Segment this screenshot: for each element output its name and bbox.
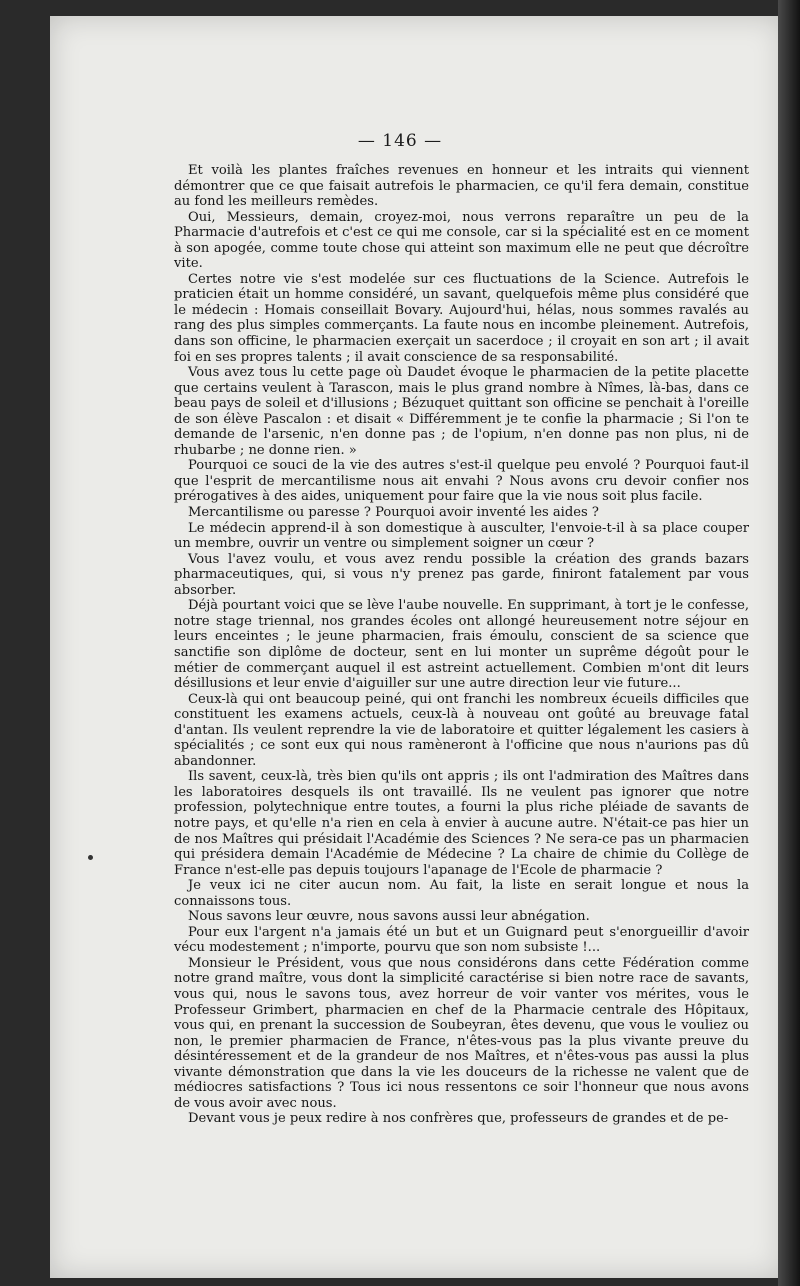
paragraph: Pourquoi ce souci de la vie des autres s'est-il quelque peu envolé ? Pourquoi faut-il que l'esprit de mercantilisme nous ait envahi ? Nous avons cru devoir confier nos prérogatives à des aides, uniquement pour faire que la vie nous soit plus facile. [174, 458, 749, 505]
page-edge [778, 0, 800, 1286]
paragraph: Pour eux l'argent n'a jamais été un but et un Guignard peut s'enorgueillir d'avoir vécu modestement ; n'importe, pourvu que son nom subsiste !... [174, 924, 749, 956]
paragraph: Déjà pourtant voici que se lève l'aube nouvelle. En supprimant, à tort je le confesse, notre stage triennal, nos grandes écoles ont allongé heureusement notre séjour en leurs enceintes ; le jeune pharmacien, frais émoulu, conscient de sa science que sanctifie son diplôme de docteur, sent en lui monter un suprême dégoût pour le métier de commerçant auquel il est astreint actuellement. Combien m'ont dit leurs désillusions et leur envie d'aiguiller sur une autre direction leur vie future... [174, 598, 749, 692]
paragraph: Monsieur le Président, vous que nous considérons dans cette Fédération comme notre grand maître, vous dont la simplicité caractérise si bien notre race de savants, vous qui, nous le savons tous, avez horreur de voir vanter vos mérites, vous le Professeur Grimbert, pharmacien en chef de la Pharmacie centrale des Hôpitaux, vous qui, en prenant la succession de Soubeyran, êtes devenu, que vous le vouliez ou non, le premier pharmacien de France, n'êtes-vous pas la plus vivante preuve du désintéressement et de la grandeur de nos Maîtres, et n'êtes-vous pas aussi la plus vivante démonstration que dans la vie les douceurs de la richesse ne valent que de médiocres satisfactions ? Tous ici nous ressentons ce soir l'honneur que nous avons de vous avoir avec nous. [174, 955, 749, 1111]
margin-dot [88, 855, 93, 860]
paragraph: Vous avez tous lu cette page où Daudet évoque le pharmacien de la petite placette que certains veulent à Tarascon, mais le plus grand nombre à Nîmes, là-bas, dans ce beau pays de soleil et d'illusions ; Bézuquet quittant son officine se penchait à l'oreille de son élève Pascalon : et disait « Différemment je te confie la pharmacie ; Si l'on te demande de l'arsenic, n'en donne pas ; de l'opium, n'en donne pas non plus, ni de rhubarbe ; ne donne rien. » [174, 365, 749, 458]
paragraph: Le médecin apprend-il à son domestique à ausculter, l'envoie-t-il à sa place couper un membre, ouvrir un ventre ou simplement soigner un cœur ? [174, 520, 749, 552]
paragraph: Nous savons leur œuvre, nous savons aussi leur abnégation. [188, 909, 590, 925]
paragraph: Vous l'avez voulu, et vous avez rendu possible la création des grands bazars pharmaceutiques, qui, si vous n'y prenez pas garde, finiront fatalement par vous absorber. [174, 551, 749, 598]
paragraph: Devant vous je peux redire à nos confrères que, professeurs de grandes et de pe- [188, 1111, 729, 1127]
paragraph: Oui, Messieurs, demain, croyez-moi, nous verrons reparaître un peu de la Pharmacie d'autrefois et c'est ce qui me console, car si la spécialité est en ce moment à son apogée, comme toute chose qui atteint son maximum elle ne peut que décroître vite. [174, 209, 749, 272]
paragraph: Certes notre vie s'est modelée sur ces fluctuations de la Science. Autrefois le praticien était un homme considéré, un savant, quelquefois même plus considéré que le médecin : Homais conseillait Bovary. Aujourd'hui, hélas, nous sommes ravalés au rang des plus simples commerçants. La faute nous en incombe pleinement. Autrefois, dans son officine, le pharmacien exerçait un sacerdoce ; il croyait en son art ; il avait foi en ses propres talents ; il avait conscience de sa responsabilité. [174, 271, 749, 365]
body-text [174, 163, 749, 1127]
paragraph: Ceux-là qui ont beaucoup peiné, qui ont franchi les nombreux écueils difficiles que constituent les examens actuels, ceux-là à nouveau ont goûté au breuvage fatal d'antan. Ils veulent reprendre la vie de laboratoire et quitter légalement les casiers à spécialités ; ce sont eux qui nous ramèneront à l'officine que nous n'aurions pas dû abandonner. [174, 691, 749, 769]
page-number: — 146 — [357, 131, 443, 151]
paragraph: Mercantilisme ou paresse ? Pourquoi avoir inventé les aides ? [188, 505, 599, 521]
paragraph: Je veux ici ne citer aucun nom. Au fait, la liste en serait longue et nous la connaissons tous. [174, 878, 749, 909]
paragraph: Ils savent, ceux-là, très bien qu'ils ont appris ; ils ont l'admiration des Maîtres dans les laboratoires desquels ils ont travaillé. Ils ne veulent pas ignorer que notre profession, polytechnique entre toutes, a fourni la plus riche pléiade de savants de notre pays, et qu'elle n'a rien en cela à envier à aucune autre. N'était-ce pas hier un de nos Maîtres qui présidait l'Académie des Sciences ? Ne sera-ce pas un pharmacien qui présidera demain l'Académie de Médecine ? La chaire de chimie du Collège de France n'est-elle pas depuis toujours l'apanage de l'Ecole de pharmacie ? [174, 769, 749, 878]
paragraph: Et voilà les plantes fraîches revenues en honneur et les intraits qui viennent démontrer que ce que faisait autrefois le pharmacien, ce qu'il fera demain, constitue au fond les meilleurs remèdes. [174, 163, 749, 210]
